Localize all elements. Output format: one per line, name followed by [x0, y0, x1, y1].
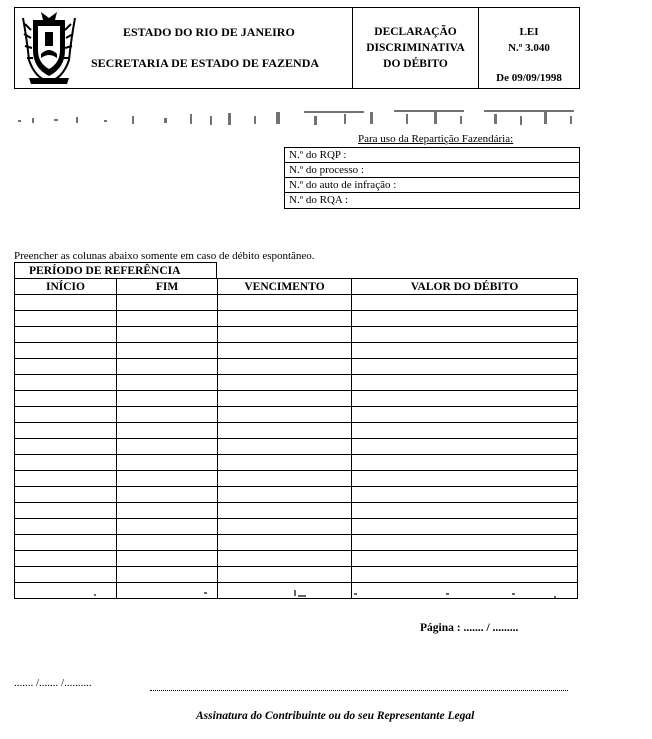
- column-header-debit-value: VALOR DO DÉBITO: [352, 279, 578, 295]
- debit-value-cell[interactable]: [352, 343, 578, 359]
- end-cell[interactable]: [117, 375, 218, 391]
- end-cell[interactable]: [117, 295, 218, 311]
- end-cell[interactable]: [117, 567, 218, 583]
- end-cell[interactable]: [117, 439, 218, 455]
- due-date-cell[interactable]: [218, 487, 352, 503]
- table-row: [15, 535, 578, 551]
- repartition-box: [284, 147, 580, 209]
- start-cell[interactable]: [15, 487, 117, 503]
- table-row: [15, 567, 578, 583]
- due-date-cell[interactable]: [218, 551, 352, 567]
- start-cell[interactable]: [15, 407, 117, 423]
- end-cell[interactable]: [117, 455, 218, 471]
- doc-title-line-3: DO DÉBITO: [383, 58, 448, 70]
- debit-value-cell[interactable]: [352, 567, 578, 583]
- rqp-field[interactable]: N.º do RQP :: [285, 148, 579, 163]
- end-cell[interactable]: [117, 471, 218, 487]
- debit-value-cell[interactable]: [352, 391, 578, 407]
- start-cell[interactable]: [15, 295, 117, 311]
- debit-table: [14, 278, 578, 599]
- doc-title-line-1: DECLARAÇÃO: [374, 26, 457, 38]
- end-cell[interactable]: [117, 327, 218, 343]
- period-header: PERÍODO DE REFERÊNCIA: [14, 262, 217, 278]
- end-cell[interactable]: [117, 535, 218, 551]
- end-cell[interactable]: [117, 407, 218, 423]
- start-cell[interactable]: [15, 423, 117, 439]
- debit-value-cell[interactable]: [352, 551, 578, 567]
- start-cell[interactable]: [15, 471, 117, 487]
- debit-value-cell[interactable]: [352, 423, 578, 439]
- due-date-cell[interactable]: [218, 359, 352, 375]
- law-date: De 09/09/1998: [496, 72, 562, 84]
- due-date-cell[interactable]: [218, 375, 352, 391]
- table-row: [15, 359, 578, 375]
- due-date-cell[interactable]: [218, 423, 352, 439]
- table-row: [15, 471, 578, 487]
- header-box: [14, 7, 580, 89]
- table-row: [15, 455, 578, 471]
- table-row: [15, 439, 578, 455]
- signature-label: Assinatura do Contribuinte ou do seu Representante Legal: [196, 710, 475, 722]
- header-title-cell: [353, 8, 479, 88]
- table-body: [15, 295, 578, 599]
- debit-value-cell[interactable]: [352, 311, 578, 327]
- due-date-cell[interactable]: [218, 295, 352, 311]
- due-date-cell[interactable]: [218, 455, 352, 471]
- debit-value-cell[interactable]: [352, 503, 578, 519]
- end-cell[interactable]: [117, 519, 218, 535]
- debit-value-cell[interactable]: [352, 327, 578, 343]
- debit-value-cell[interactable]: [352, 359, 578, 375]
- due-date-cell[interactable]: [218, 567, 352, 583]
- column-header-end: FIM: [117, 279, 218, 295]
- start-cell[interactable]: [15, 535, 117, 551]
- signature-line[interactable]: [150, 690, 568, 691]
- end-cell[interactable]: [117, 311, 218, 327]
- debit-value-cell[interactable]: [352, 375, 578, 391]
- scan-specks: [14, 588, 574, 608]
- due-date-cell[interactable]: [218, 327, 352, 343]
- secretariat-name: SECRETARIA DE ESTADO DE FAZENDA: [91, 56, 320, 70]
- table-row: [15, 551, 578, 567]
- state-name: ESTADO DO RIO DE JANEIRO: [123, 25, 295, 39]
- due-date-cell[interactable]: [218, 407, 352, 423]
- start-cell[interactable]: [15, 375, 117, 391]
- start-cell[interactable]: [15, 551, 117, 567]
- table-row: [15, 423, 578, 439]
- start-cell[interactable]: [15, 439, 117, 455]
- end-cell[interactable]: [117, 343, 218, 359]
- table-row: [15, 391, 578, 407]
- law-label: LEI: [519, 26, 539, 38]
- debit-value-cell[interactable]: [352, 535, 578, 551]
- debit-value-cell[interactable]: [352, 455, 578, 471]
- table-row: [15, 311, 578, 327]
- end-cell[interactable]: [117, 503, 218, 519]
- start-cell[interactable]: [15, 327, 117, 343]
- table-row: [15, 327, 578, 343]
- table-row: [15, 487, 578, 503]
- due-date-cell[interactable]: [218, 503, 352, 519]
- due-date-cell[interactable]: [218, 391, 352, 407]
- table-row: [15, 519, 578, 535]
- due-date-cell[interactable]: [218, 311, 352, 327]
- due-date-cell[interactable]: [218, 439, 352, 455]
- debit-value-cell[interactable]: [352, 407, 578, 423]
- end-cell[interactable]: [117, 359, 218, 375]
- doc-title-line-2: DISCRIMINATIVA: [366, 42, 465, 54]
- table-header-row: [15, 279, 578, 295]
- due-date-cell[interactable]: [218, 535, 352, 551]
- state-coat-of-arms-icon: [21, 10, 77, 86]
- table-row: [15, 375, 578, 391]
- instructions-text: Preencher as colunas abaixo somente em caso de débito espontâneo.: [14, 250, 315, 262]
- start-cell[interactable]: [15, 359, 117, 375]
- end-cell[interactable]: [117, 391, 218, 407]
- end-cell[interactable]: [117, 487, 218, 503]
- table-row: [15, 407, 578, 423]
- scan-noise-strip: [14, 108, 582, 130]
- header-agency-cell: [15, 8, 353, 88]
- table-row: [15, 503, 578, 519]
- header-law-cell: [479, 8, 579, 88]
- page-number: Página : ....... / .........: [420, 622, 519, 634]
- start-cell[interactable]: [15, 343, 117, 359]
- start-cell[interactable]: [15, 519, 117, 535]
- end-cell[interactable]: [117, 423, 218, 439]
- due-date-cell[interactable]: [218, 343, 352, 359]
- rqa-field[interactable]: N.º do RQA :: [289, 194, 349, 206]
- end-cell[interactable]: [117, 551, 218, 567]
- column-header-start: INÍCIO: [15, 279, 117, 295]
- debit-value-cell[interactable]: [352, 471, 578, 487]
- start-cell[interactable]: [15, 567, 117, 583]
- date-field[interactable]: ....... /....... /..........: [14, 677, 92, 689]
- debit-value-cell[interactable]: [352, 519, 578, 535]
- law-number: N.º 3.040: [508, 42, 550, 54]
- due-date-cell[interactable]: [218, 519, 352, 535]
- process-number-field[interactable]: N.º do processo :: [285, 163, 579, 178]
- repartition-title: Para uso da Repartição Fazendária:: [358, 133, 514, 145]
- due-date-cell[interactable]: [218, 471, 352, 487]
- start-cell[interactable]: [15, 311, 117, 327]
- table-row: [15, 343, 578, 359]
- debit-value-cell[interactable]: [352, 439, 578, 455]
- infraction-number-field[interactable]: N.º do auto de infração :: [285, 178, 579, 193]
- start-cell[interactable]: [15, 455, 117, 471]
- start-cell[interactable]: [15, 503, 117, 519]
- debit-value-cell[interactable]: [352, 487, 578, 503]
- table-row: [15, 295, 578, 311]
- debit-value-cell[interactable]: [352, 295, 578, 311]
- column-header-due-date: VENCIMENTO: [218, 279, 352, 295]
- start-cell[interactable]: [15, 391, 117, 407]
